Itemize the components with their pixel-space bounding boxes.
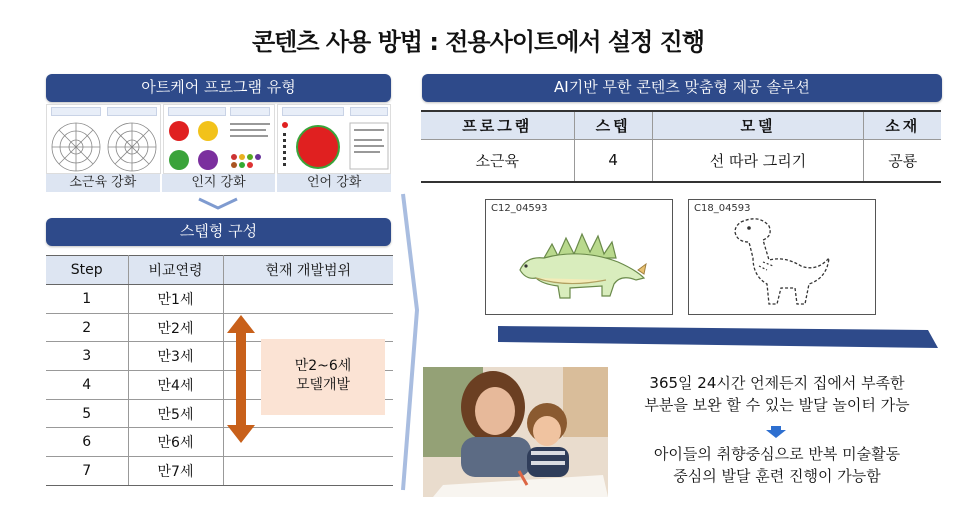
cognitive-label: 인지 강화: [162, 174, 276, 192]
trex-outline-image: [689, 200, 877, 316]
page-title: 콘텐츠 사용 방법 : 전용사이트에서 설정 진행: [251, 28, 705, 56]
program-type-labels: [46, 174, 391, 192]
table-row: [46, 457, 393, 486]
mother-child-drawing-photo: [423, 367, 608, 497]
age-cell: 만3세: [128, 342, 223, 371]
arrow-down-icon: [766, 426, 786, 438]
dino-colored-card: [485, 199, 673, 315]
col-dev-range: 현재 개발범위: [223, 256, 393, 285]
program-cell: 소근육: [421, 139, 574, 182]
col-age: 비교연령: [128, 256, 223, 285]
down-arrow-banner: [498, 322, 938, 348]
table-row: [46, 285, 393, 314]
benefit-line4: 중심의 발달 훈련 진행이 가능함: [673, 467, 881, 485]
cognitive-thumbnail: [163, 104, 275, 174]
benefit-text-1: [612, 372, 942, 416]
step-cell: 4: [574, 139, 652, 182]
material-cell: 공룡: [864, 139, 941, 182]
art-care-types-header: 아트케어 프로그램 유형: [46, 74, 391, 102]
chevron-down-icon: [197, 197, 239, 211]
language-thumbnail: [277, 104, 391, 174]
age-cell: 만4세: [128, 371, 223, 400]
range-cell: [223, 457, 393, 486]
step-cell: 5: [46, 399, 128, 428]
age-cell: 만2세: [128, 313, 223, 342]
benefit-line3: 아이들의 취향중심으로 반복 미술활동: [653, 445, 901, 463]
col-step: Step: [46, 256, 128, 285]
step-cell: 6: [46, 428, 128, 457]
double-arrow-icon: [227, 315, 255, 443]
step-cell: 2: [46, 313, 128, 342]
step-cell: 3: [46, 342, 128, 371]
age-cell: 만6세: [128, 428, 223, 457]
table-row: [421, 139, 941, 182]
range-cell: [223, 285, 393, 314]
table-row: [46, 313, 393, 342]
dev-range-line2: 모델개발: [295, 377, 351, 393]
benefit-line1: 365일 24시간 언제든지 집에서 부족한: [649, 374, 905, 392]
step-structure-header: 스텝형 구성: [46, 218, 391, 246]
col-material: 소재: [864, 111, 941, 139]
age-cell: 만5세: [128, 399, 223, 428]
age-cell: 만1세: [128, 285, 223, 314]
dev-range-box: [261, 339, 385, 415]
language-label: 언어 강화: [277, 174, 391, 192]
art-care-thumbnails: [46, 104, 391, 174]
fine-motor-label: 소근육 강화: [46, 174, 160, 192]
image-code: C12_04593: [491, 203, 548, 214]
ai-solution-header: AI기반 무한 콘텐츠 맞춤형 제공 솔루션: [422, 74, 942, 102]
fine-motor-thumbnail: [46, 104, 161, 174]
connector-bracket: [395, 190, 423, 500]
col-model: 모델: [652, 111, 864, 139]
table-row: [46, 428, 393, 457]
program-table: [421, 110, 941, 183]
step-cell: 7: [46, 457, 128, 486]
benefit-line2: 부분을 보완 할 수 있는 발달 놀이터 가능: [644, 396, 910, 414]
stegosaurus-image: [486, 200, 674, 316]
image-code: C18_04593: [694, 203, 751, 214]
col-program: 프로그램: [421, 111, 574, 139]
col-step: 스텝: [574, 111, 652, 139]
model-cell: 선 따라 그리기: [652, 139, 864, 182]
benefit-text-2: [612, 443, 942, 487]
step-cell: 4: [46, 371, 128, 400]
step-cell: 1: [46, 285, 128, 314]
dev-range-line1: 만2~6세: [294, 358, 352, 374]
age-cell: 만7세: [128, 457, 223, 486]
dino-outline-card: [688, 199, 876, 315]
